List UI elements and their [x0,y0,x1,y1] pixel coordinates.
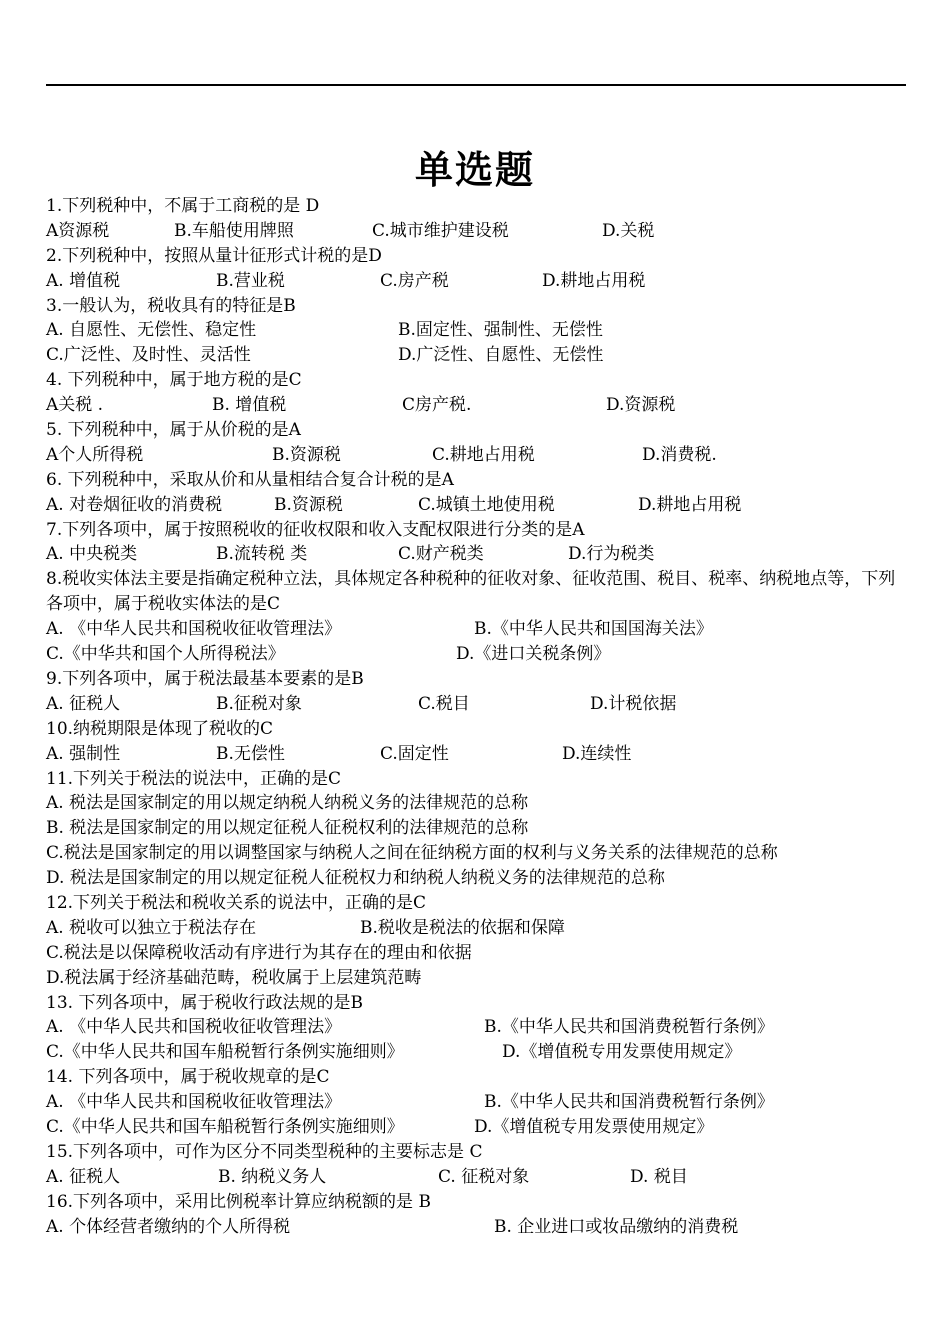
option-c: C.税法是以保障税收活动有序进行为其存在的理由和依据 [46,942,472,963]
question-12: 12.下列关于税法和税收关系的说法中，正确的是C [46,892,427,913]
option-b: B. 增值税 [212,395,287,416]
option-a: A. 对卷烟征收的消费税 [46,494,223,515]
question-3: 3.一般认为，税收具有的特征是B [46,295,296,316]
option-d: D.资源税 [606,395,676,416]
option-a: A. 自愿性、无偿性、稳定性 [46,320,257,341]
question-5-options [46,443,916,468]
option-a: A. 征税人 [46,693,121,714]
option-c: C.广泛性、及时性、灵活性 [46,345,251,366]
question-12-options-ab [46,916,916,941]
option-b: B.车船使用牌照 [174,220,294,241]
option-c: C.《中华人民共和国车船税暂行条例实施细则》 [46,1042,404,1063]
question-1-options [46,219,916,244]
option-a: A. 中央税类 [46,544,138,565]
option-c: C.《中华共和国个人所得税法》 [46,644,285,665]
question-15-options [46,1165,916,1190]
question-16: 16.下列各项中，采用比例税率计算应纳税额的是 B [46,1191,431,1212]
question-9: 9.下列各项中，属于税法最基本要素的是B [46,668,364,689]
option-a: A. 《中华人民共和国税收征收管理法》 [46,1017,342,1038]
question-8-options-ab [46,617,916,642]
option-d: D.《增值税专用发票使用规定》 [474,1116,714,1137]
option-d: D.关税 [602,220,655,241]
question-4: 4. 下列税种中，属于地方税的是C [46,370,302,391]
option-a: A. 强制性 [46,743,121,764]
option-d: D.《增值税专用发票使用规定》 [502,1042,742,1063]
option-b: B.资源税 [274,494,343,515]
option-b: B.资源税 [272,444,341,465]
question-7-options [46,542,916,567]
question-9-options [46,692,916,717]
option-d: D.税法属于经济基础范畴，税收属于上层建筑范畴 [46,967,422,988]
option-c: C.财产税类 [398,544,484,565]
option-c: C.房产税 [380,270,449,291]
option-c: C.耕地占用税 [432,444,535,465]
question-5: 5. 下列税种中，属于从价税的是A [46,420,301,441]
question-7: 7.下列各项中，属于按照税收的征收权限和收入支配权限进行分类的是A [46,519,585,540]
option-c: C. 征税对象 [438,1166,530,1187]
option-a: A. 个体经营者缴纳的个人所得税 [46,1216,291,1237]
question-13: 13. 下列各项中，属于税收行政法规的是B [46,992,363,1013]
option-b: B.无偿性 [216,743,285,764]
option-b: B.税收是税法的依据和保障 [360,917,565,938]
question-16-options [46,1215,916,1240]
question-2-options [46,269,916,294]
option-a: A. 税法是国家制定的用以规定纳税人纳税义务的法律规范的总称 [46,793,529,814]
question-11: 11.下列关于税法的说法中，正确的是C [46,768,342,789]
option-b: B.固定性、强制性、无偿性 [398,320,603,341]
option-a: A. 增值税 [46,270,121,291]
option-a: A个人所得税 [46,444,144,465]
option-d: D.《进口关税条例》 [456,644,611,665]
option-b: B.《中华人民共和国国海关法》 [474,619,713,640]
option-b: B.《中华人民共和国消费税暂行条例》 [484,1092,774,1113]
option-a: A资源税 [46,220,110,241]
option-d: D.广泛性、自愿性、无偿性 [398,345,604,366]
question-10: 10.纳税期限是体现了税收的C [46,718,274,739]
header-rule [46,84,906,86]
option-a: A. 税收可以独立于税法存在 [46,917,257,938]
question-list [46,194,916,1239]
option-c: C.城市维护建设税 [372,220,509,241]
question-4-options [46,393,916,418]
question-14: 14. 下列各项中，属于税收规章的是C [46,1067,330,1088]
option-a: A. 征税人 [46,1166,121,1187]
option-b: B. 纳税义务人 [218,1166,327,1187]
option-b: B.流转税 类 [216,544,308,565]
question-2: 2.下列税种中，按照从量计征形式计税的是D [46,245,382,266]
option-d: D.耕地占用税 [542,270,646,291]
question-8-options-cd [46,642,916,667]
option-d: D.耕地占用税 [638,494,742,515]
option-a: A. 《中华人民共和国税收征收管理法》 [46,1092,342,1113]
question-3-options-cd [46,343,916,368]
question-6: 6. 下列税种中，采取从价和从量相结合复合计税的是A [46,469,454,490]
option-b: B.征税对象 [216,693,302,714]
question-13-options-cd [46,1040,916,1065]
page-title: 单选题 [414,148,535,192]
question-6-options [46,493,916,518]
option-b: B. 企业进口或妆品缴纳的消费税 [494,1216,739,1237]
option-c: C.城镇土地使用税 [418,494,555,515]
question-10-options [46,742,916,767]
option-d: D.计税依据 [590,693,677,714]
question-14-options-cd [46,1115,916,1140]
option-b: B.营业税 [216,270,285,291]
question-1: 1.下列税种中，不属于工商税的是 D [46,196,320,216]
option-c: C.税法是国家制定的用以调整国家与纳税人之间在征纳税方面的权利与义务关系的法律规范的总称 [46,843,778,864]
option-d: D. 税目 [630,1166,688,1187]
question-8: 8.税收实体法主要是指确定税种立法，具体规定各种税种的征收对象、征收范围、税目、税率、纳税地点等，下列各项中，属于税收实体法的是C [46,569,896,615]
option-d: D.行为税类 [568,544,655,565]
option-c: C.固定性 [380,743,449,764]
option-c: C房产税. [402,395,472,416]
option-d: D. 税法是国家制定的用以规定征税人征税权力和纳税人纳税义务的法律规范的总称 [46,868,665,889]
option-a: A关税 . [46,395,104,416]
option-b: B.《中华人民共和国消费税暂行条例》 [484,1017,774,1038]
option-c: C.《中华人民共和国车船税暂行条例实施细则》 [46,1116,404,1137]
option-d: D.消费税. [642,444,717,465]
option-a: A. 《中华人民共和国税收征收管理法》 [46,619,342,640]
option-d: D.连续性 [562,743,632,764]
question-13-options-ab [46,1015,916,1040]
question-15: 15.下列各项中，可作为区分不同类型税种的主要标志是 C [46,1141,483,1162]
question-14-options-ab [46,1090,916,1115]
question-3-options-ab [46,318,916,343]
option-b: B. 税法是国家制定的用以规定征税人征税权利的法律规范的总称 [46,818,529,839]
option-c: C.税目 [418,693,470,714]
